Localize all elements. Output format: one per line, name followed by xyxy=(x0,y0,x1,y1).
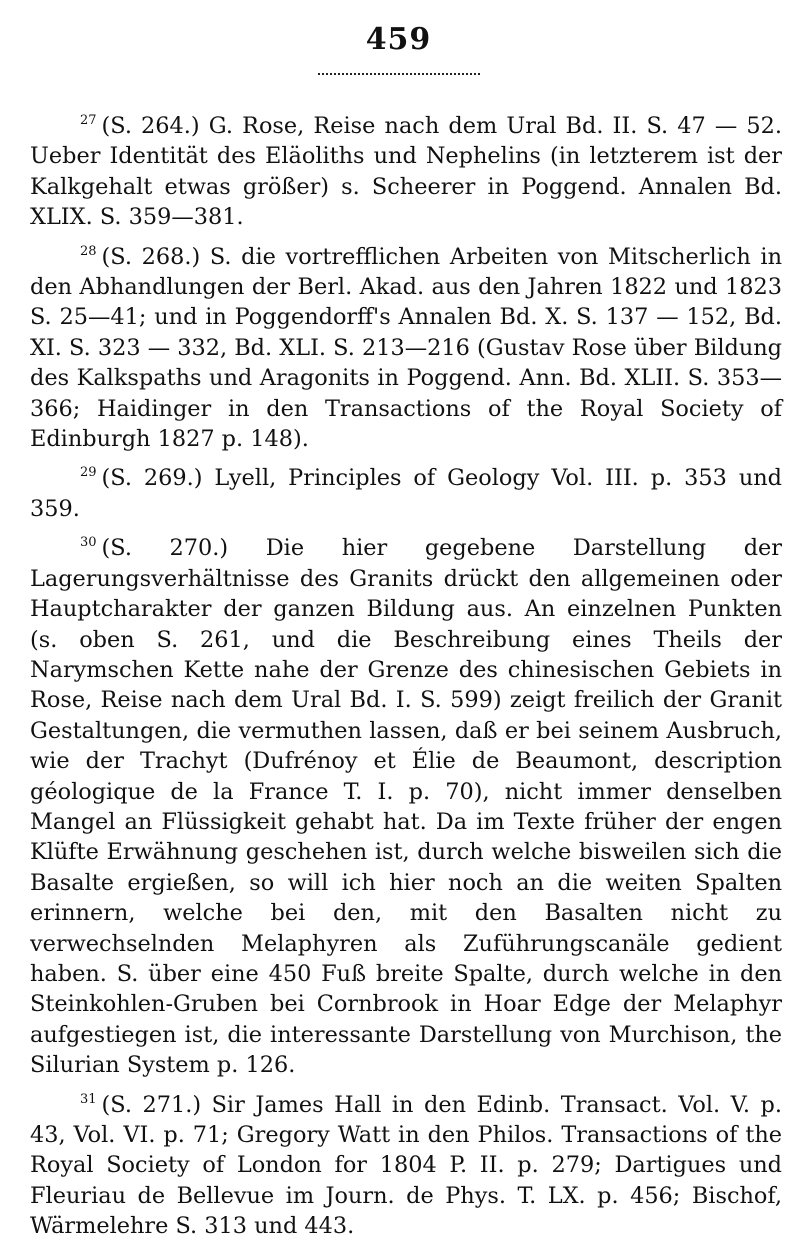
header-rule xyxy=(318,73,480,75)
footnote-30 xyxy=(30,528,782,1080)
footnote-text: (S. 269.) Lyell, Principles of Geology Vol. III. p. 353 und 359. xyxy=(30,465,782,522)
footnote-29 xyxy=(30,458,782,524)
footnote-27 xyxy=(30,106,782,233)
footnote-number: 29 xyxy=(80,465,97,481)
footnote-text: (S. 264.) G. Rose, Reise nach dem Ural Bd. II. S. 47 — 52. Ueber Identität des Eläoliths und Nephelins (in letzterem ist der Kalkgehalt etwas größer) s. Scheerer in Poggend. Annalen Bd. XLIX. S. 359—381. xyxy=(30,113,782,231)
footnotes-body xyxy=(30,106,782,1246)
footnote-text: (S. 268.) S. die vortrefflichen Arbeiten von Mitscherlich in den Abhandlungen der Berl. Akad. aus den Jahren 1822 und 1823 S. 25—41; und in Poggendorff's Annalen Bd. X. S. 137 — 152, Bd. XI. S. 323 — 332, Bd. XLI. S. 213—216 (Gustav Rose über Bildung des Kalkspaths und Aragonits in Poggend. Ann. Bd. XLII. S. 353—366; Haidinger in den Transactions of the Royal Society of Edinburgh 1827 p. 148). xyxy=(30,243,782,453)
footnote-31 xyxy=(30,1085,782,1242)
page-number: 459 xyxy=(365,22,432,57)
footnote-28 xyxy=(30,237,782,455)
footnote-text: (S. 270.) Die hier gegebene Darstellung der Lagerungsverhältnisse des Granits drückt den allgemeinen oder Hauptcharakter der ganzen Bildung aus. An einzelnen Punkten (s. oben S. 261, und die Beschreibung eines Theils der Narymschen Kette nahe der Grenze des chinesischen Gebiets in Rose, Reise nach dem Ural Bd. I. S. 599) zeigt freilich der Granit Gestaltungen, die vermuthen lassen, daß er bei seinem Ausbruch, wie der Trachyt (Dufrénoy et Élie de Beaumont, description géologique de la France T. I. p. 70), nicht immer denselben Mangel an Flüssigkeit gehabt hat. Da im Texte früher der engen Klüfte Erwähnung geschehen ist, durch welche bisweilen sich die Basalte ergießen, so will ich hier noch an die weiten Spalten erinnern, welche bei den, mit den Basalten nicht zu verwechselnden Melaphyren als Zuführungscanäle gedient haben. S. über eine 450 Fuß breite Spalte, durch welche in den Steinkohlen-Gruben bei Cornbrook in Hoar Edge der Melaphyr aufgestiegen ist, die interessante Darstellung von Murchison, the Silurian System p. 126. xyxy=(30,535,782,1079)
footnote-number: 31 xyxy=(80,1091,97,1107)
footnote-text: (S. 271.) Sir James Hall in den Edinb. Transact. Vol. V. p. 43, Vol. VI. p. 71; Gregory Watt in den Philos. Transactions of the Royal Society of London for 1804 P. II. p. 279; Dartigues und Fleuriau de Bellevue im Journ. de Phys. T. LX. p. 456; Bischof, Wärmelehre S. 313 und 443. xyxy=(30,1091,782,1240)
footnote-number: 30 xyxy=(80,535,97,551)
footnote-number: 28 xyxy=(80,243,97,259)
footnote-number: 27 xyxy=(80,113,97,128)
